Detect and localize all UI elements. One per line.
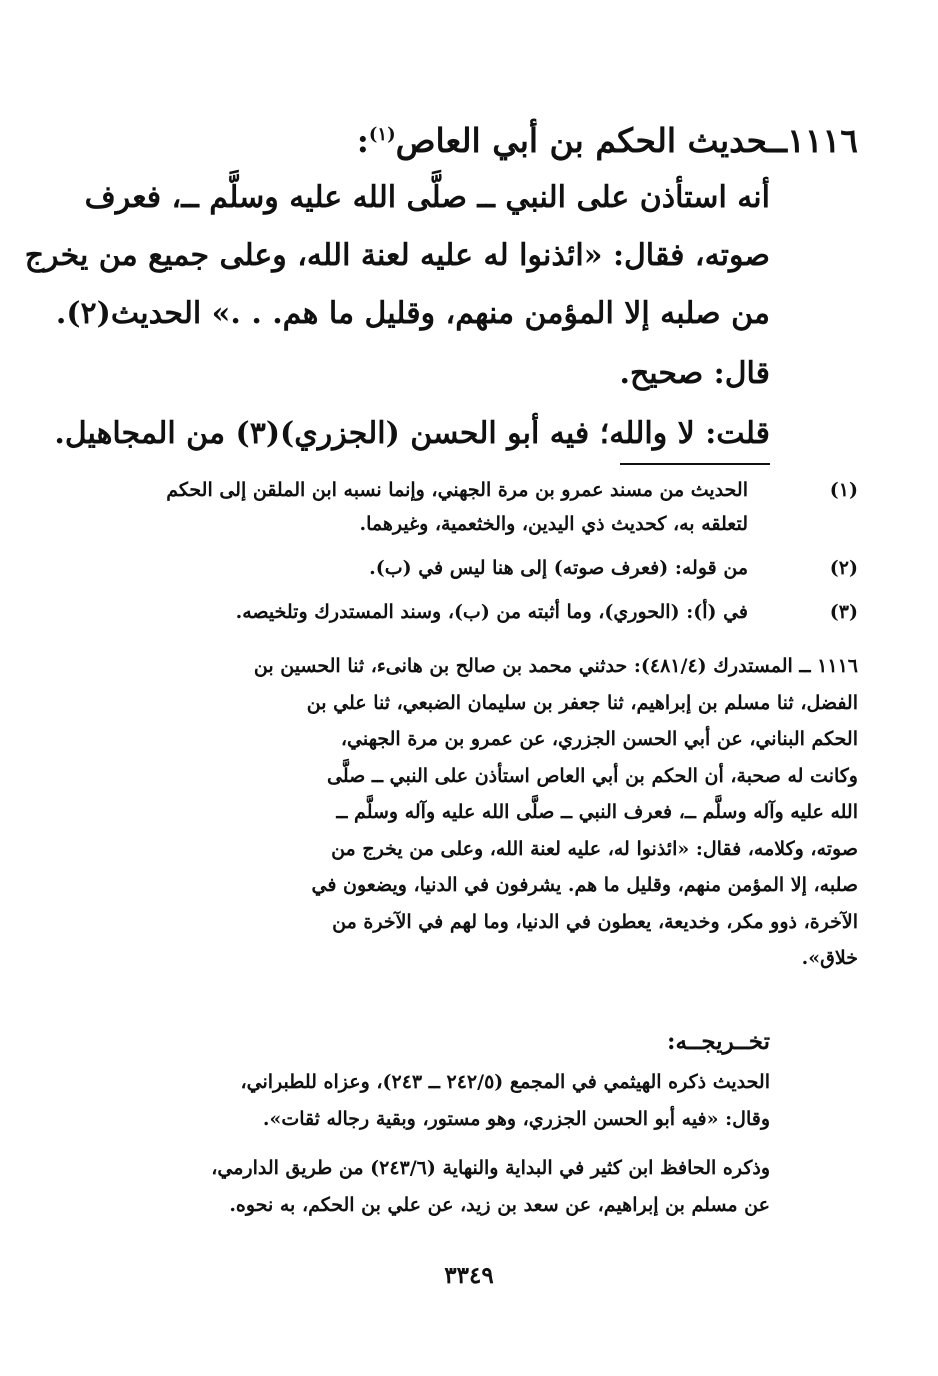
hadith-line: أنه استأذن على النبي ــ صلَّى الله عليه وسلَّم ــ، فعرف <box>84 180 770 215</box>
source-citation <box>158 648 858 977</box>
takhrij-paragraph-1 <box>170 1064 770 1138</box>
hadith-line: صوته، فقال: «ائذنوا له عليه لعنة الله، وعلى جميع من يخرج <box>24 238 770 273</box>
takhrij-line: عن مسلم بن إبراهيم، عن سعد بن زيد، عن علي بن الحكم، به نحوه. <box>229 1194 770 1216</box>
source-line: خلاق». <box>801 947 858 969</box>
footnote-2 <box>158 551 858 585</box>
source-line: صلبه، إلا المؤمن منهم، وقليل ما هم. يشرفون في الدنيا، ويضعون في <box>311 874 858 896</box>
takhrij-heading: تخــريجــه: <box>667 1028 770 1055</box>
footnote-line: من قوله: (فعرف صوته) إلى هنا ليس في (ب). <box>369 557 748 579</box>
footnote-ref-1: (١) <box>368 124 396 145</box>
footnote-number: (١) <box>829 479 858 501</box>
hadith-number: ١١١٦ <box>787 121 858 160</box>
source-line: صوته، وكلامه، فقال: «ائذنوا له، عليه لعنة الله، وعلى من يخرج من <box>331 837 858 860</box>
footnote-number: (٢) <box>829 557 858 579</box>
hadith-text <box>24 172 770 466</box>
footnote-divider <box>620 463 770 465</box>
page-number: ٣٣٤٩ <box>444 1262 494 1289</box>
source-line: ١١١٦ ــ المستدرك (٤٨١/٤): حدثني محمد بن صالح بن هانىء، ثنا الحسين بن <box>253 655 858 677</box>
footnote-line: الحديث من مسند عمرو بن مرة الجهني، وإنما نسبه ابن الملقن إلى الحكم <box>166 479 748 501</box>
source-line: الآخرة، ذوو مكر، وخديعة، يعطون في الدنيا، وما لهم في الآخرة من <box>332 910 858 933</box>
footnote-3 <box>158 595 858 629</box>
hadith-line: من صلبه إلا المؤمن منهم، وقليل ما هم. . .» الحديث(٢). <box>55 296 770 331</box>
source-line: الله عليه وآله وسلَّم ــ، فعرف النبي ــ صلَّى الله عليه وآله وسلَّم ــ <box>336 801 858 823</box>
source-line: وكانت له صحبة، أن الحكم بن أبي العاص استأذن على النبي ــ صلَّى <box>327 764 858 787</box>
hadith-title: حديث الحكم بن أبي العاص <box>395 121 768 160</box>
takhrij-section <box>170 1064 770 1224</box>
takhrij-line: وقال: «فيه أبو الحسن الجزري، وهو مستور، وبقية رجاله ثقات». <box>262 1108 770 1130</box>
author-comment: قلت: لا والله؛ فيه أبو الحسن (الجزري)(٣) من المجاهيل. <box>54 416 770 451</box>
footnote-number: (٣) <box>829 601 858 623</box>
footnote-line: في (أ): (الحوري)، وما أثبته من (ب)، وسند المستدرك وتلخيصه. <box>235 601 748 623</box>
takhrij-line: وذكره الحافظ ابن كثير في البداية والنهاية (٢٤٣/٦) من طريق الدارمي، <box>211 1157 770 1179</box>
takhrij-line: الحديث ذكره الهيثمي في المجمع (٢٤٢/٥ ــ ٢٤٣)، وعزاه للطبراني، <box>240 1071 770 1093</box>
footnote-1 <box>158 473 858 541</box>
hadith-heading: ١١١٦ــحديث الحكم بن أبي العاص$^{(١)}$: <box>356 121 858 160</box>
source-line: الفضل، ثنا مسلم بن إبراهيم، ثنا جعفر بن سليمان الضبعي، ثنا علي بن <box>306 691 858 714</box>
footnote-line: لتعلقه به، كحديث ذي اليدين، والخثعمية، وغيرهما. <box>359 513 748 535</box>
footnotes <box>158 473 858 639</box>
source-line: الحكم البناني، عن أبي الحسن الجزري، عن عمرو بن مرة الجهني، <box>340 728 858 750</box>
takhrij-paragraph-2 <box>170 1150 770 1224</box>
grading-statement: قال: صحيح. <box>619 356 770 391</box>
